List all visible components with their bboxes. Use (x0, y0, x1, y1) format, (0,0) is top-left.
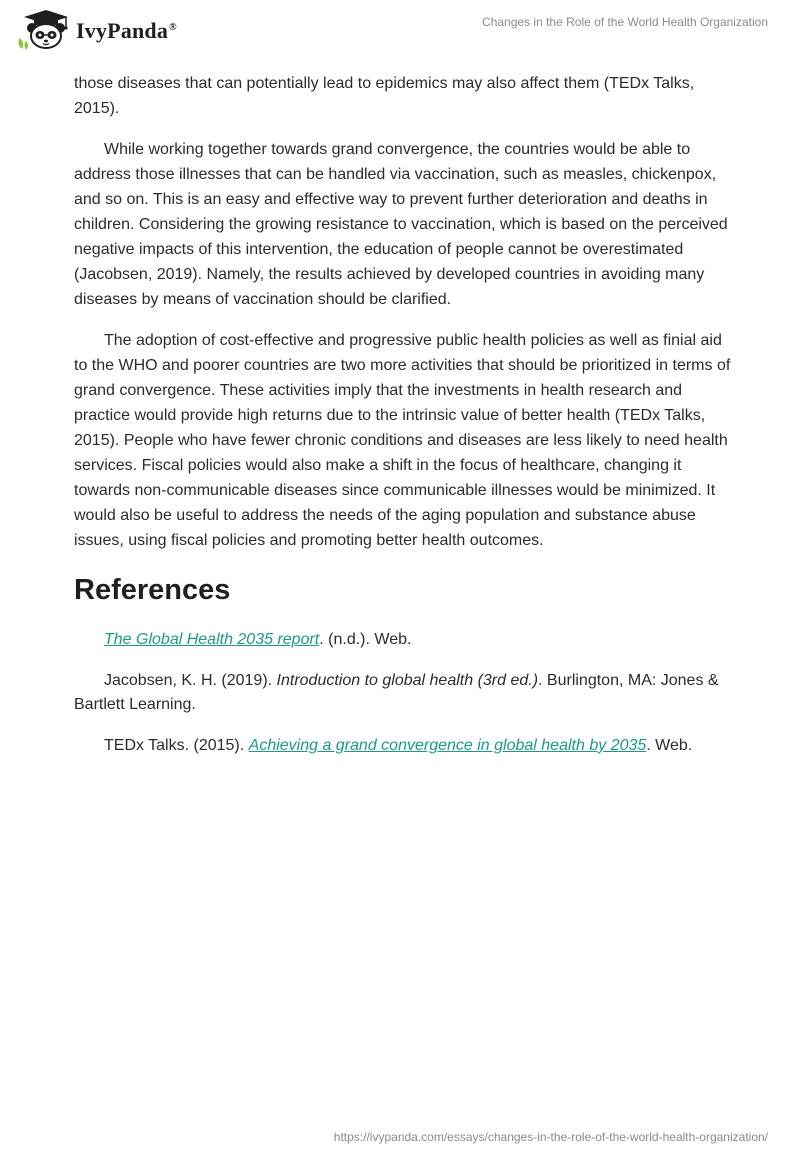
reference-rest: . (n.d.). Web. (319, 631, 412, 648)
brand-name: IvyPanda® (76, 18, 177, 43)
reference-item (74, 628, 734, 652)
reference-item (74, 669, 734, 717)
reference-link-global-health-2035[interactable]: The Global Health 2035 report (104, 631, 320, 648)
essay-content (74, 71, 734, 775)
panda-logo-icon (14, 8, 74, 50)
references-heading: References (74, 574, 231, 606)
paragraph-continuation: those diseases that can potentially lead to epidemics may also affect them (TEDx Talks, 2015). (74, 75, 695, 117)
page-header (0, 0, 800, 60)
reference-author: TEDx Talks. (2015). (104, 737, 249, 754)
paragraph-policies: The adoption of cost-effective and progressive public health policies as well as finial aid to the WHO and poorer countries are two more activities that should be prioritized in terms of grand convergence. These activities imply that the investments in health research and practice would provide high returns due to the intrinsic value of better health (TEDx Talks, 2015). People who have fewer chronic conditions and diseases are less likely to need health services. Fiscal policies would also make a shift in the focus of healthcare, changing it towards non-communicable diseases since communicable illnesses would be minimized. It would also be useful to address the needs of the aging population and substance abuse issues, using fiscal policies and promoting better health outcomes. (74, 332, 731, 549)
document-title: Changes in the Role of the World Health Organization (482, 15, 768, 29)
footer-url: https://ivypanda.com/essays/changes-in-the-role-of-the-world-health-organization/ (333, 1130, 768, 1144)
reference-rest: . Burlington, MA: Jones & Bartlett Learning. (74, 672, 719, 713)
ivypanda-logo[interactable] (14, 8, 177, 50)
reference-rest: . Web. (646, 737, 693, 754)
paragraph-vaccination: While working together towards grand convergence, the countries would be able to address those illnesses that can be handled via vaccination, such as measles, chickenpox, and so on. This is an easy and effective way to prevent further deterioration and deaths in children. Considering the growing resistance to vaccination, which is based on the perceived negative impacts of this intervention, the education of people cannot be overestimated (Jacobsen, 2019). Namely, the results achieved by developed countries in avoiding many diseases by means of vaccination should be clarified. (74, 141, 728, 308)
reference-item (74, 734, 734, 758)
reference-title: Introduction to global health (3rd ed.) (276, 672, 539, 689)
reference-link-tedx-talk[interactable]: Achieving a grand convergence in global health by 2035 (248, 737, 647, 754)
reference-author: Jacobsen, K. H. (2019). (104, 672, 277, 689)
